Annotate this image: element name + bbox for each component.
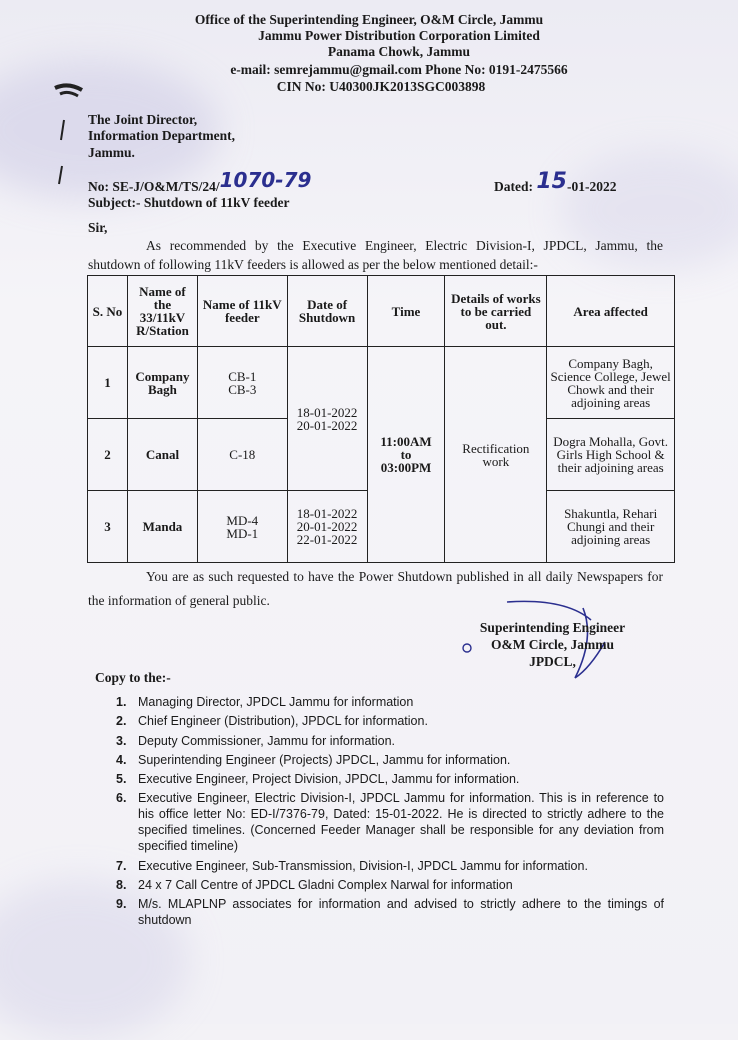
reference-number-label: No: SE-J/O&M/TS/24/ xyxy=(88,179,220,194)
row-sno: 3 xyxy=(88,491,128,563)
list-item-number: 8. xyxy=(116,878,127,893)
copy-to-list xyxy=(112,694,664,932)
row-sno: 1 xyxy=(88,347,128,419)
header-date: Date of Shutdown xyxy=(287,276,367,347)
row-feeder: MD-4 MD-1 xyxy=(197,491,287,563)
list-item xyxy=(112,858,664,874)
header-time: Time xyxy=(367,276,445,347)
row-station: Company Bagh xyxy=(127,347,197,419)
signature-title: Superintending Engineer xyxy=(479,620,626,635)
letter-date-rest: -01-2022 xyxy=(567,179,617,194)
intro-paragraph: As recommended by the Executive Engineer, Electric Division-I, JPDCL, Jammu, the shutdown of following 11kV feeders is allowed as per the below mentioned detail:- xyxy=(88,238,663,272)
reference-number xyxy=(88,168,312,196)
row-area: Shakuntla, Rehari Chungi and their adjoining areas xyxy=(547,491,675,563)
copy-to-title: Copy to the:- xyxy=(95,670,171,685)
list-item-number: 7. xyxy=(116,858,127,873)
letter-date-day-handwritten: 15 xyxy=(536,169,567,194)
row-time: 11:00AM to 03:00PM xyxy=(367,347,445,563)
list-item-text: Superintending Engineer (Projects) JPDCL, Jammu for information. xyxy=(138,752,511,767)
list-item-text: Chief Engineer (Distribution), JPDCL for information. xyxy=(138,714,428,729)
header-corporation: Jammu Power Distribution Corporation Limited xyxy=(258,28,540,43)
addressee-department: Information Department, xyxy=(88,128,235,143)
list-item-number: 3. xyxy=(116,733,127,748)
row-area: Company Bagh, Science College, Jewel Chowk and their adjoining areas xyxy=(547,347,675,419)
request-paragraph: You are as such requested to have the Power Shutdown published in all daily Newspapers for the information of general public. xyxy=(88,569,663,608)
list-item-number: 4. xyxy=(116,752,127,767)
header-station: Name of the 33/11kV R/Station xyxy=(127,276,197,347)
shutdown-table xyxy=(87,275,675,563)
list-item-text: Executive Engineer, Electric Division-I, JPDCL Jammu for information. This is in reference to his office letter No: ED-I/7376-79, Dated: 15-01-2022. He is directed to strictly adhere to the specified timelines. (Concerned Feeder Manager shall be responsible for any deviation from specified timeline) xyxy=(138,791,664,854)
subject-line: Subject:- Shutdown of 11kV feeder xyxy=(88,195,290,210)
header-cin: CIN No: U40300JK2013SGC003898 xyxy=(276,79,486,94)
signature-org: JPDCL, xyxy=(529,654,576,669)
list-item-number: 5. xyxy=(116,772,127,787)
list-item xyxy=(112,896,664,928)
letter-date-label: Dated: xyxy=(494,179,533,194)
list-item-number: 1. xyxy=(116,695,127,709)
row-works: Rectification work xyxy=(445,347,547,563)
list-item-number: 9. xyxy=(116,897,127,912)
header-works: Details of works to be carried out. xyxy=(445,276,547,347)
list-item-text: Managing Director, JPDCL Jammu for information xyxy=(138,695,414,709)
addressee-title: The Joint Director, xyxy=(88,112,198,127)
list-item-number: 2. xyxy=(116,714,127,729)
salutation: Sir, xyxy=(88,220,108,235)
row-feeder: CB-1 CB-3 xyxy=(197,347,287,419)
row-station: Manda xyxy=(127,491,197,563)
list-item xyxy=(112,752,664,768)
header-contact: e-mail: semrejammu@gmail.com Phone No: 0191-2475566 xyxy=(230,62,568,77)
header-office: Office of the Superintending Engineer, O&M Circle, Jammu xyxy=(194,12,544,27)
header-sno: S. No xyxy=(88,276,128,347)
addressee-city: Jammu. xyxy=(88,145,135,160)
margin-pen-marks xyxy=(50,80,90,190)
row-date-group: 18-01-2022 20-01-2022 22-01-2022 xyxy=(287,491,367,563)
row-station: Canal xyxy=(127,419,197,491)
list-item xyxy=(112,694,664,710)
list-item-text: Deputy Commissioner, Jammu for information. xyxy=(138,733,396,748)
row-area: Dogra Mohalla, Govt. Girls High School & their adjoining areas xyxy=(547,419,675,491)
list-item-text: Executive Engineer, Project Division, JPDCL, Jammu for information. xyxy=(138,772,520,787)
list-item xyxy=(112,771,664,787)
table-header-row xyxy=(88,276,675,347)
list-item-text: 24 x 7 Call Centre of JPDCL Gladni Complex Narwal for information xyxy=(138,878,513,893)
letter-date xyxy=(494,169,617,197)
row-date-group: 18-01-2022 20-01-2022 xyxy=(287,347,367,491)
list-item xyxy=(112,733,664,749)
row-feeder: C-18 xyxy=(197,419,287,491)
table-row xyxy=(88,347,675,419)
header-feeder: Name of 11kV feeder xyxy=(197,276,287,347)
header-area: Area affected xyxy=(547,276,675,347)
list-item-text: Executive Engineer, Sub-Transmission, Division-I, JPDCL Jammu for information. xyxy=(138,858,588,873)
list-item-number: 6. xyxy=(116,791,127,806)
list-item xyxy=(112,713,664,729)
header-address: Panama Chowk, Jammu xyxy=(327,44,471,59)
list-item xyxy=(112,790,664,854)
list-item xyxy=(112,877,664,893)
list-item-text: M/s. MLAPLNP associates for information and advised to strictly adhere to the timings of shutdown xyxy=(138,897,664,928)
signature-circle: O&M Circle, Jammu xyxy=(490,637,615,652)
row-sno: 2 xyxy=(88,419,128,491)
reference-number-handwritten: 1070-79 xyxy=(219,168,312,192)
